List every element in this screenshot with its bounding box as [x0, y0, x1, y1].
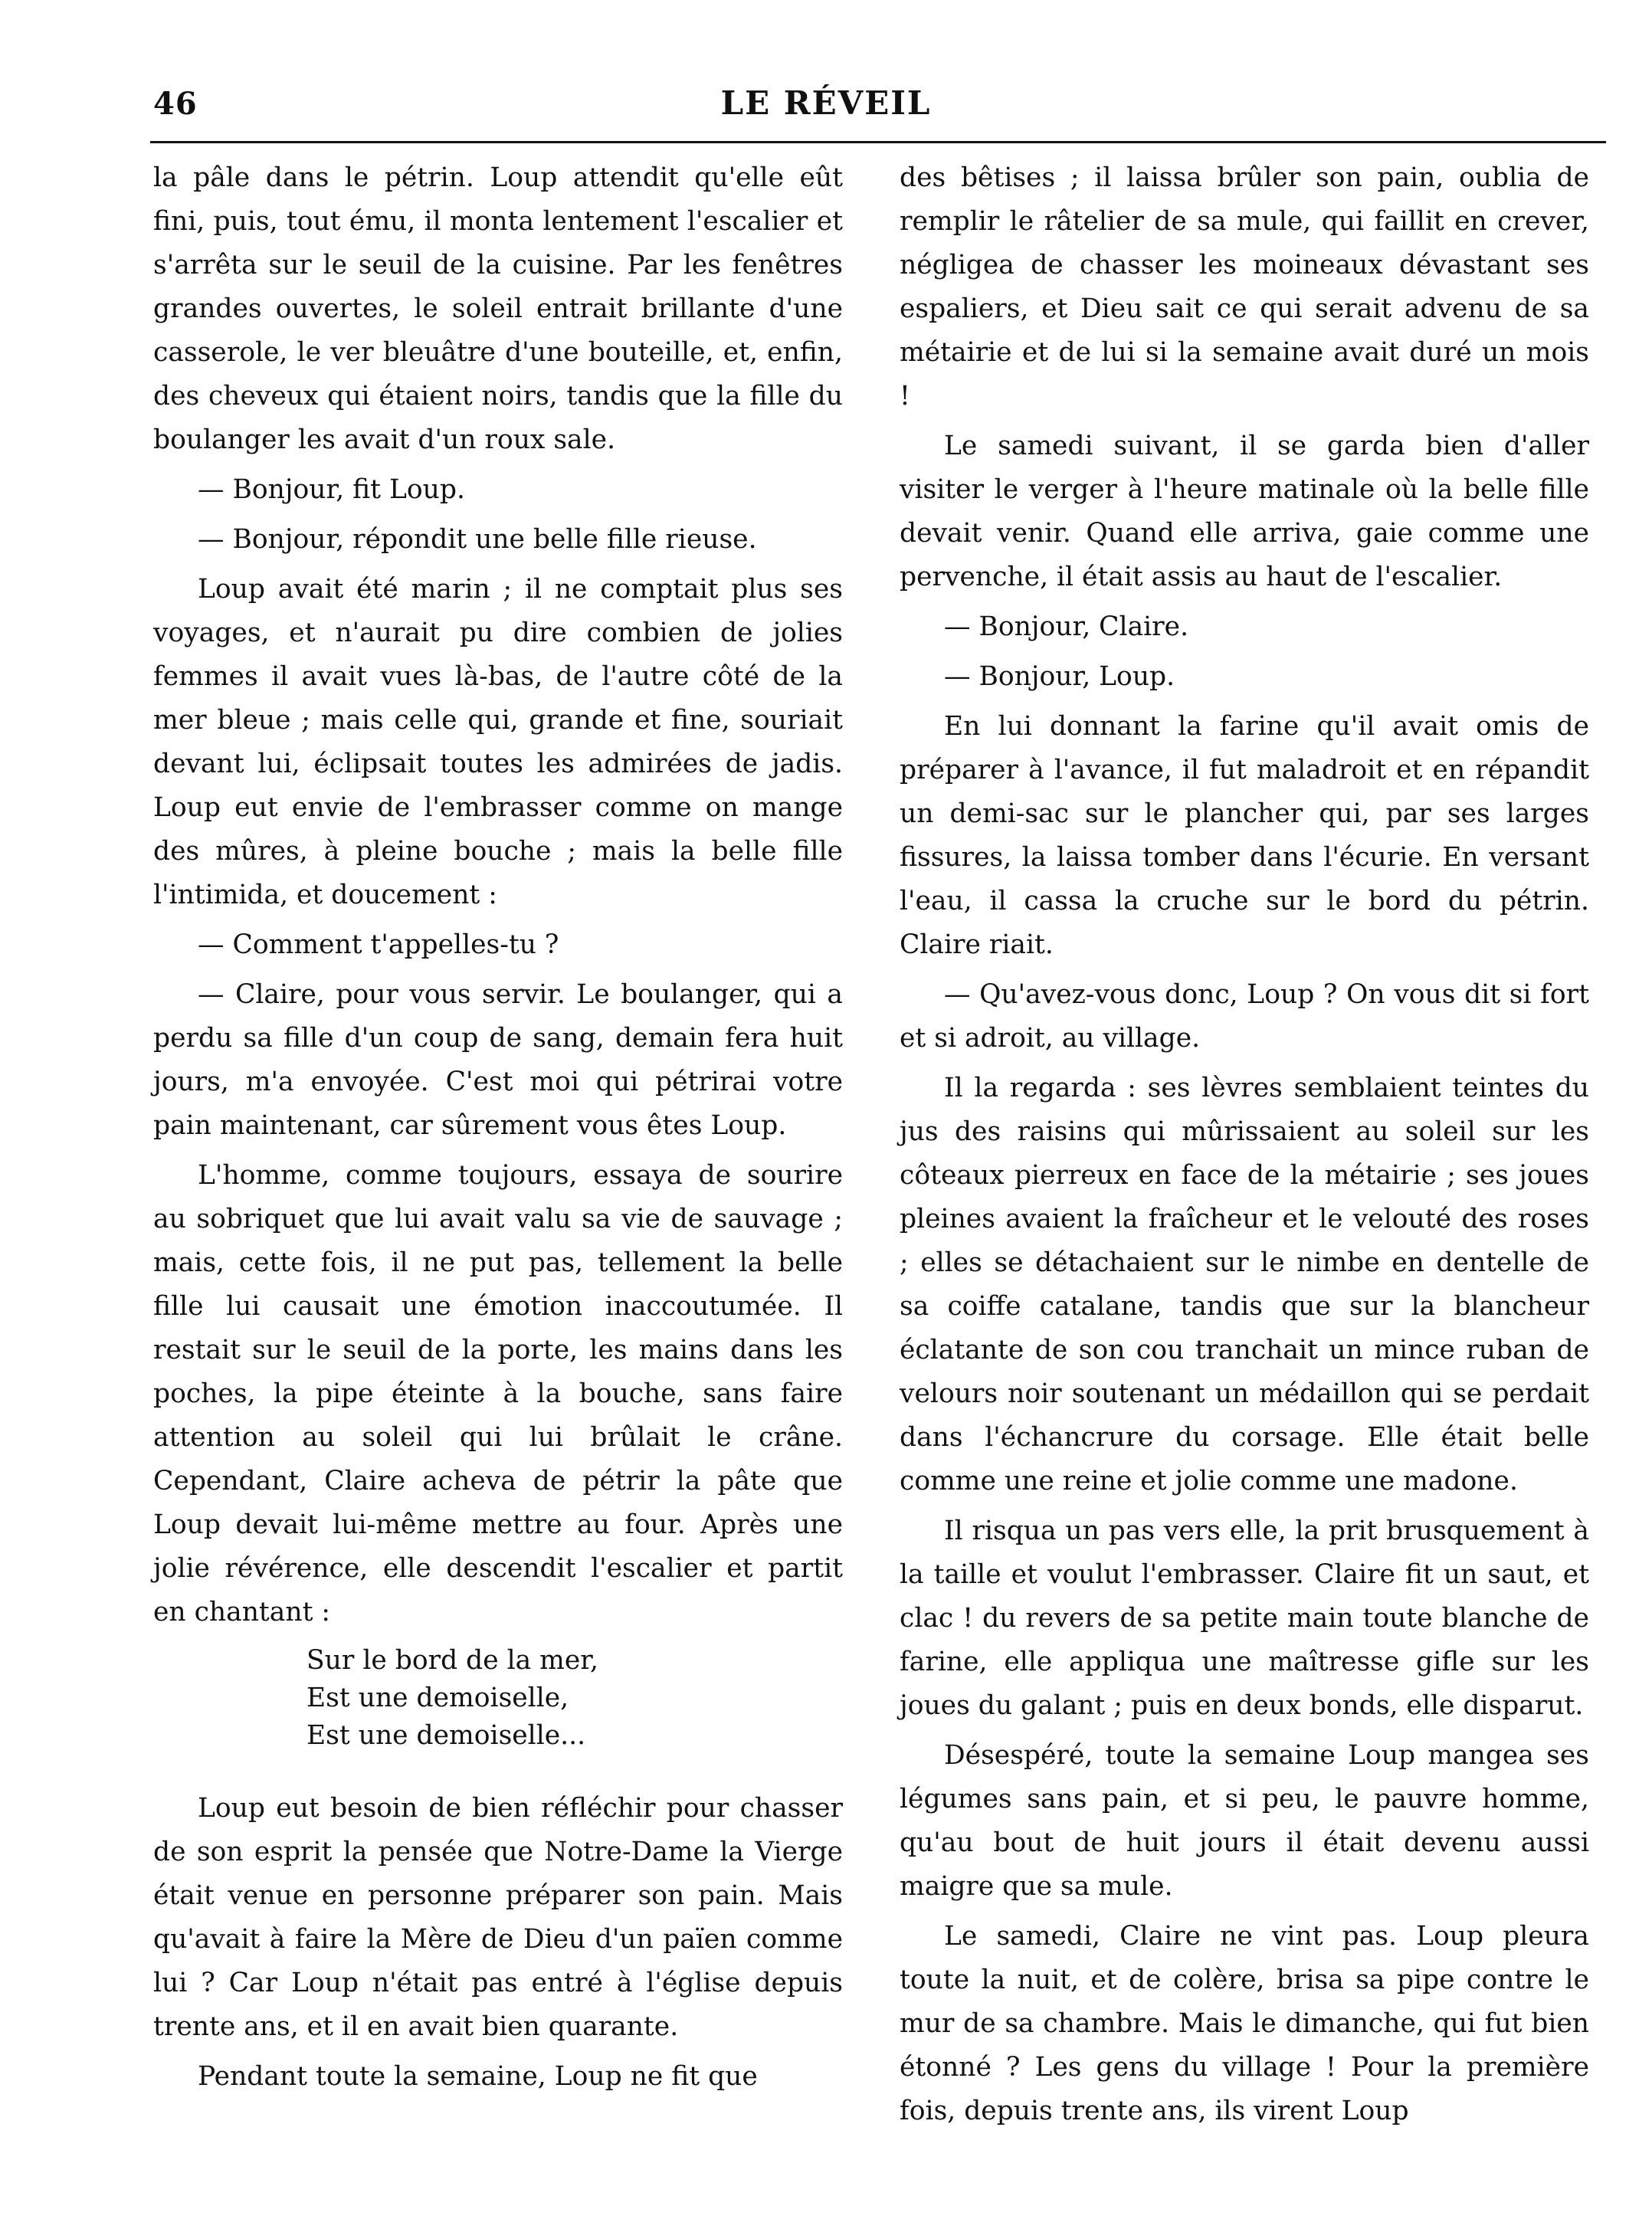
- paragraph: la pâle dans le pétrin. Loup attendit qu'elle eût fini, puis, tout ému, il monta lentement l'escalier et s'arrêta sur le seuil de la cuisine. Par les fenêtres grandes ouvertes, le soleil entrait brillante d'une casserole, le ver bleuâtre d'une bouteille, et, enfin, des cheveux qui étaient noirs, tandis que la fille du boulanger les avait d'un roux sale.: [153, 162, 843, 455]
- page-header: [0, 0, 1652, 153]
- paragraph: — Claire, pour vous servir. Le boulanger, qui a perdu sa fille d'un coup de sang, demain fera huit jours, m'a envoyée. C'est moi qui pétrirai votre pain maintenant, car sûrement vous êtes Loup.: [153, 979, 843, 1141]
- paragraph: Il risqua un pas vers elle, la prit brusquement à la taille et voulut l'embrasser. Claire fit un saut, et clac ! du revers de sa petite main toute blanche de farine, elle appliqua une maîtresse gifle sur les joues du galant ; puis en deux bonds, elle disparut.: [900, 1516, 1589, 1721]
- header-rule: [150, 141, 1606, 143]
- paragraph: — Bonjour, Claire.: [944, 611, 1189, 642]
- page-number: 46: [153, 86, 198, 122]
- paragraph: — Bonjour, répondit une belle fille rieuse.: [198, 524, 757, 555]
- verse-line: Est une demoiselle...: [306, 1720, 586, 1751]
- paragraph: Le samedi, Claire ne vint pas. Loup pleura toute la nuit, et de colère, brisa sa pipe contre le mur de sa chambre. Mais le dimanche, qui fut bien étonné ? Les gens du village ! Pour la première fois, depuis trente ans, ils virent Loup: [900, 1921, 1589, 2126]
- paragraph: des bêtises ; il laissa brûler son pain, oublia de remplir le râtelier de sa mule, qui faillit en crever, négligea de chasser les moineaux dévastant ses espaliers, et Dieu sait ce qui serait advenu de sa métairie et de lui si la semaine avait duré un mois !: [900, 162, 1589, 411]
- right-column: [900, 156, 1589, 2126]
- verse-line: Est une demoiselle,: [306, 1683, 569, 1713]
- left-column: [153, 156, 843, 2103]
- paragraph: L'homme, comme toujours, essaya de sourire au sobriquet que lui avait valu sa vie de sauvage ; mais, cette fois, il ne put pas, tellement la belle fille lui causait une émotion inaccoutumée. Il restait sur le seuil de la porte, les mains dans les poches, la pipe éteinte à la bouche, sans faire attention au soleil qui lui brûlait le crâne. Cependant, Claire acheva de pétrir la pâte que Loup devait lui-même mettre au four. Après une jolie révérence, elle descendit l'escalier et partit en chantant :: [153, 1160, 843, 1627]
- paragraph: Il la regarda : ses lèvres semblaient teintes du jus des raisins qui mûrissaient au soleil sur les côteaux pierreux en face de la métairie ; ses joues pleines avaient la fraîcheur et le velouté des roses ; elles se détachaient sur le nimbe en dentelle de sa coiffe catalane, tandis que sur la blancheur éclatante de son cou tranchait un mince ruban de velours noir soutenant un médaillon qui se perdait dans l'échancrure du corsage. Elle était belle comme une reine et jolie comme une madone.: [900, 1073, 1589, 1496]
- paragraph: Loup eut besoin de bien réfléchir pour chasser de son esprit la pensée que Notre-Dame la Vierge était venue en personne préparer son pain. Mais qu'avait à faire la Mère de Dieu d'un païen comme lui ? Car Loup n'était pas entré à l'église depuis trente ans, et il en avait bien quarante.: [153, 1793, 843, 2042]
- paragraph: — Bonjour, Loup.: [944, 661, 1175, 692]
- verse-line: Sur le bord de la mer,: [306, 1645, 598, 1676]
- running-title: LE RÉVEIL: [720, 84, 932, 122]
- paragraph: — Bonjour, fit Loup.: [198, 474, 465, 505]
- paragraph: Le samedi suivant, il se garda bien d'aller visiter le verger à l'heure matinale où la belle fille devait venir. Quand elle arriva, gaie comme une pervenche, il était assis au haut de l'escalier.: [900, 431, 1589, 592]
- paragraph: — Qu'avez-vous donc, Loup ? On vous dit si fort et si adroit, au village.: [900, 979, 1589, 1054]
- song-verse: [306, 1642, 843, 1755]
- paragraph: En lui donnant la farine qu'il avait omis de préparer à l'avance, il fut maladroit et en répandit un demi-sac sur le plancher qui, par ses larges fissures, la laissa tomber dans l'écurie. En versant l'eau, il cassa la cruche sur le bord du pétrin. Claire riait.: [900, 711, 1589, 960]
- paragraph: — Comment t'appelles-tu ?: [198, 929, 559, 960]
- paragraph: Désespéré, toute la semaine Loup mangea ses légumes sans pain, et si peu, le pauvre homme, qu'au bout de huit jours il était devenu aussi maigre que sa mule.: [900, 1740, 1589, 1902]
- paragraph: Loup avait été marin ; il ne comptait plus ses voyages, et n'aurait pu dire combien de jolies femmes il avait vues là-bas, de l'autre côté de la mer bleue ; mais celle qui, grande et fine, souriait devant lui, éclipsait toutes les admirées de jadis. Loup eut envie de l'embrasser comme on mange des mûres, à pleine bouche ; mais la belle fille l'intimida, et doucement :: [153, 574, 843, 910]
- paragraph: Pendant toute la semaine, Loup ne fit que: [198, 2061, 758, 2092]
